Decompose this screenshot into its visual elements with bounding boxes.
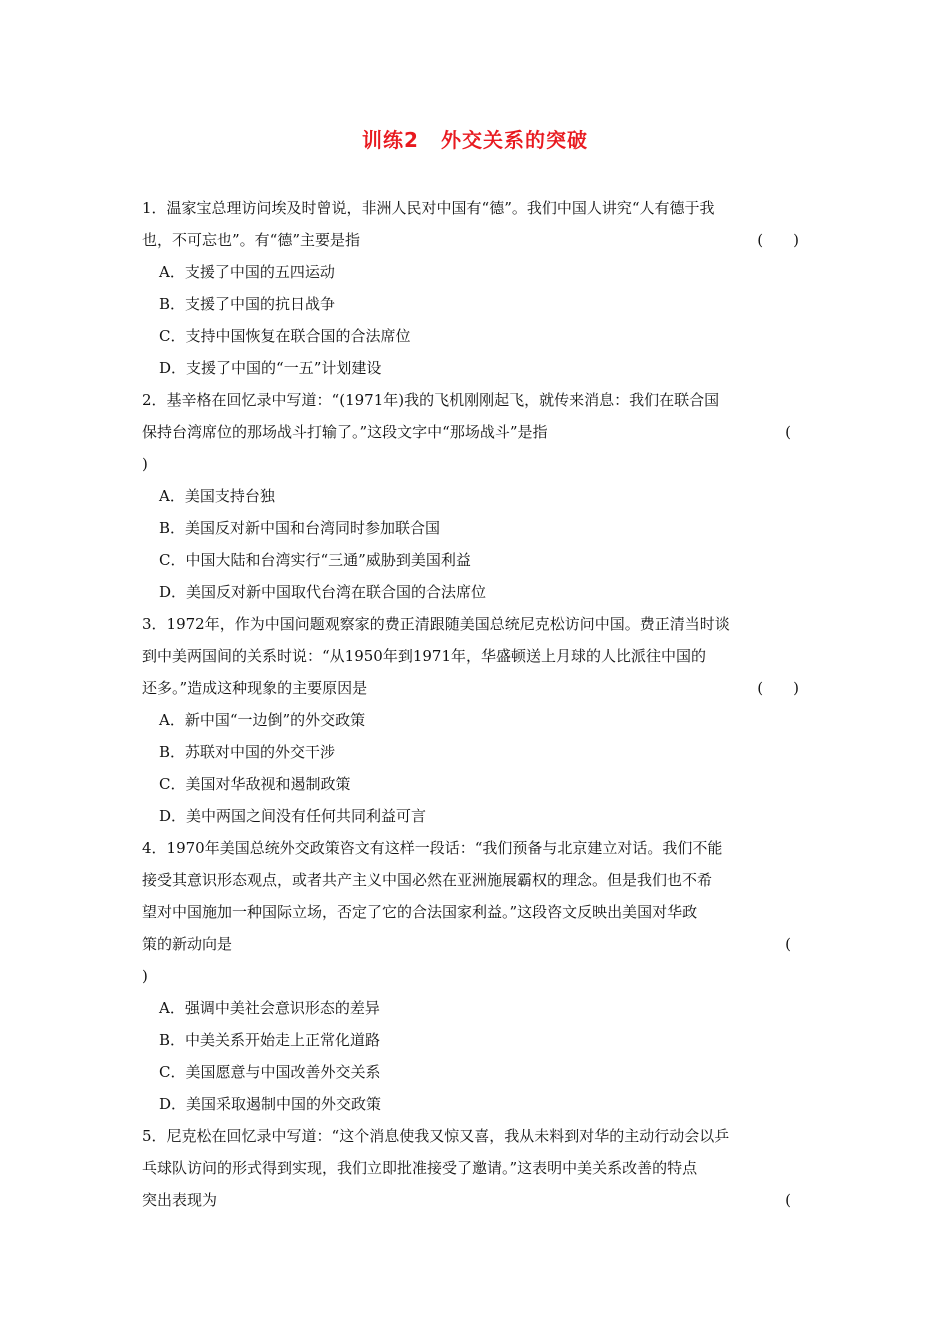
option-list <box>142 992 807 1120</box>
option-b: B．美国反对新中国和台湾同时参加联合国 <box>159 519 441 537</box>
stem-line: 还多。”造成这种现象的主要原因是 ( ) <box>142 672 807 704</box>
option-list <box>142 480 807 608</box>
option-list <box>142 704 807 832</box>
stem-line: 4．1970年美国总统外交政策咨文有这样一段话：“我们预备与北京建立对话。我们不能 <box>142 839 723 857</box>
option-b: B．中美关系开始走上正常化道路 <box>159 1031 381 1049</box>
answer-bracket-open: ( <box>785 1191 791 1209</box>
stem-line: 1．温家宝总理访问埃及时曾说，非洲人民对中国有“德”。我们中国人讲究“人有德于我 <box>142 199 715 217</box>
option-c: C．中国大陆和台湾实行“三通”威胁到美国利益 <box>159 551 471 569</box>
option-d: D．美国反对新中国取代台湾在联合国的合法席位 <box>159 583 487 601</box>
option-d: D．支援了中国的“一五”计划建设 <box>159 359 382 377</box>
title-main: 外交关系的突破 <box>440 128 588 152</box>
option-a: A．支援了中国的五四运动 <box>159 263 335 281</box>
question-2 <box>142 384 807 608</box>
question-3 <box>142 608 807 832</box>
question-number: 3． <box>142 615 167 633</box>
answer-bracket-open: ( <box>785 423 791 441</box>
stem-line: 乓球队访问的形式得到实现，我们立即批准接受了邀请。”这表明中美关系改善的特点 <box>142 1159 698 1177</box>
stem-line: 接受其意识形态观点，或者共产主义中国必然在亚洲施展霸权的理念。但是我们也不希 <box>142 871 713 889</box>
option-b: B．苏联对中国的外交干涉 <box>159 743 336 761</box>
option-d: D．美中两国之间没有任何共同利益可言 <box>159 807 427 825</box>
question-list <box>142 192 807 1216</box>
title-prefix: 训练2 <box>362 128 419 152</box>
stem-line: 保持台湾席位的那场战斗打输了。”这段文字中“那场战斗”是指 ( <box>142 416 807 448</box>
answer-bracket-close: ) <box>142 455 148 473</box>
question-number: 2． <box>142 391 167 409</box>
option-c: C．支持中国恢复在联合国的合法席位 <box>159 327 411 345</box>
stem-line: 也，不可忘也”。有“德”主要是指 ( ) <box>142 224 807 256</box>
option-a: A．新中国“一边倒”的外交政策 <box>159 711 366 729</box>
stem-line <box>142 960 807 992</box>
question-stem <box>142 192 807 256</box>
question-5 <box>142 1120 807 1216</box>
question-4 <box>142 832 807 1120</box>
question-1 <box>142 192 807 384</box>
question-stem <box>142 832 807 992</box>
question-number: 5． <box>142 1127 167 1145</box>
stem-line: 望对中国施加一种国际立场，否定了它的合法国家利益。”这段咨文反映出美国对华政 <box>142 903 698 921</box>
stem-line: 突出表现为 ( <box>142 1184 807 1216</box>
answer-bracket: ( ) <box>757 679 799 697</box>
answer-bracket-close: ) <box>142 967 148 985</box>
option-d: D．美国采取遏制中国的外交政策 <box>159 1095 382 1113</box>
option-a: A．强调中美社会意识形态的差异 <box>159 999 380 1017</box>
stem-line: 到中美两国间的关系时说：“从1950年到1971年，华盛顿送上月球的人比派往中国的 <box>142 647 707 665</box>
option-c: C．美国对华敌视和遏制政策 <box>159 775 351 793</box>
question-stem <box>142 608 807 704</box>
page-title <box>0 124 950 153</box>
stem-line: 2．基辛格在回忆录中写道：“(1971年)我的飞机刚刚起飞，就传来消息：我们在联合国 <box>142 391 720 409</box>
stem-line: 策的新动向是 ( <box>142 928 807 960</box>
option-list <box>142 256 807 384</box>
option-c: C．美国愿意与中国改善外交关系 <box>159 1063 381 1081</box>
option-a: A．美国支持台独 <box>159 487 275 505</box>
question-stem <box>142 1120 807 1216</box>
option-b: B．支援了中国的抗日战争 <box>159 295 336 313</box>
question-stem <box>142 384 807 480</box>
answer-bracket: ( ) <box>757 231 799 249</box>
answer-bracket-open: ( <box>785 935 791 953</box>
stem-line: 5．尼克松在回忆录中写道：“这个消息使我又惊又喜，我从未料到对华的主动行动会以乒 <box>142 1127 730 1145</box>
question-number: 1． <box>142 199 167 217</box>
stem-line: 3．1972年，作为中国问题观察家的费正清跟随美国总统尼克松访问中国。费正清当时谈 <box>142 615 730 633</box>
stem-line <box>142 448 807 480</box>
question-number: 4． <box>142 839 167 857</box>
